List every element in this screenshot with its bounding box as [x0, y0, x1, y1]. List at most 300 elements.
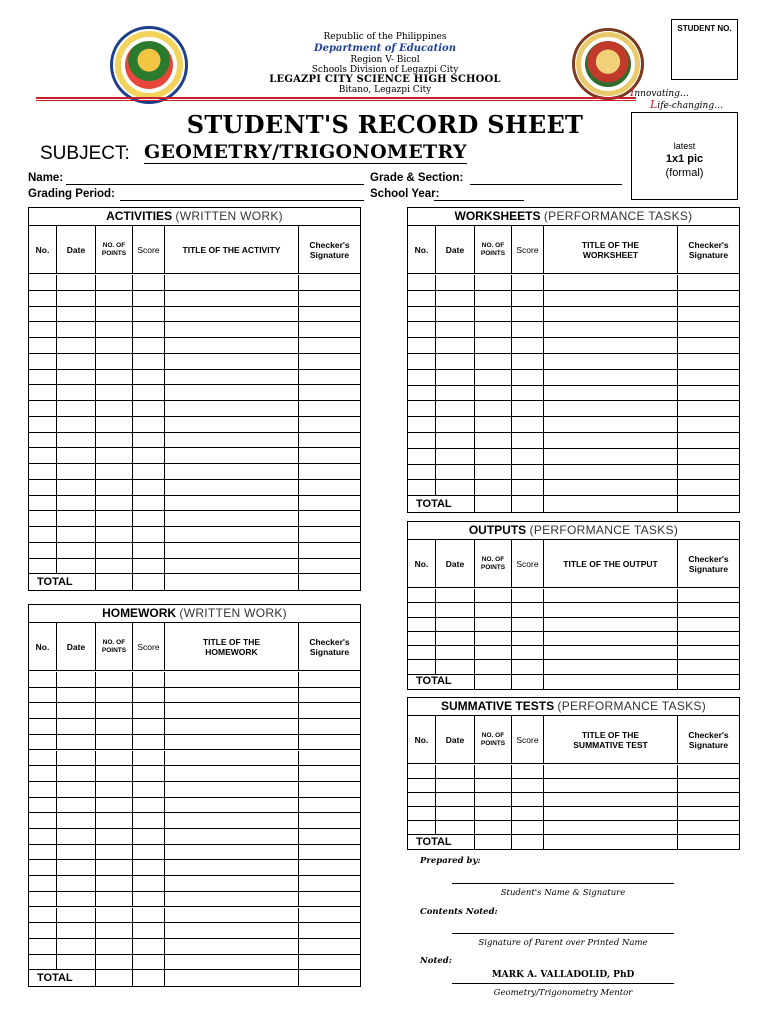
table-cell[interactable] — [435, 618, 436, 631]
table-cell[interactable] — [677, 675, 678, 689]
table-cell[interactable] — [56, 401, 57, 416]
table-cell[interactable] — [95, 433, 96, 448]
table-cell[interactable] — [677, 465, 678, 480]
table-cell[interactable] — [435, 322, 436, 337]
table-cell[interactable] — [164, 338, 165, 353]
table-cell[interactable] — [435, 370, 436, 385]
table-cell[interactable] — [474, 433, 475, 448]
table-cell[interactable] — [435, 793, 436, 806]
table-cell[interactable] — [511, 660, 512, 673]
table-cell[interactable] — [298, 672, 299, 687]
table-cell[interactable] — [511, 480, 512, 495]
table-cell[interactable] — [56, 845, 57, 860]
table-cell[interactable] — [474, 675, 475, 689]
table-cell[interactable] — [474, 835, 475, 849]
table-cell[interactable] — [677, 401, 678, 416]
table-cell[interactable] — [164, 385, 165, 400]
table-cell[interactable] — [132, 813, 133, 828]
table-cell[interactable] — [298, 766, 299, 781]
table-cell[interactable] — [474, 632, 475, 645]
table-cell[interactable] — [511, 433, 512, 448]
table-cell[interactable] — [435, 603, 436, 616]
table-cell[interactable] — [56, 923, 57, 938]
table-cell[interactable] — [56, 751, 57, 766]
table-cell[interactable] — [56, 354, 57, 369]
table-cell[interactable] — [164, 955, 165, 970]
table-cell[interactable] — [132, 798, 133, 813]
table-cell[interactable] — [511, 618, 512, 631]
table-cell[interactable] — [132, 845, 133, 860]
table-cell[interactable] — [435, 765, 436, 778]
table-cell[interactable] — [543, 480, 544, 495]
table-cell[interactable] — [474, 480, 475, 495]
table-cell[interactable] — [543, 370, 544, 385]
table-cell[interactable] — [511, 275, 512, 290]
table-cell[interactable] — [298, 496, 299, 511]
table-cell[interactable] — [164, 417, 165, 432]
table-cell[interactable] — [132, 735, 133, 750]
table-cell[interactable] — [677, 449, 678, 464]
table-cell[interactable] — [132, 751, 133, 766]
table-cell[interactable] — [474, 338, 475, 353]
table-cell[interactable] — [543, 765, 544, 778]
table-cell[interactable] — [95, 574, 96, 590]
table-cell[interactable] — [95, 751, 96, 766]
table-cell[interactable] — [56, 939, 57, 954]
table-cell[interactable] — [298, 876, 299, 891]
table-cell[interactable] — [164, 354, 165, 369]
table-cell[interactable] — [298, 291, 299, 306]
table-cell[interactable] — [511, 807, 512, 820]
table-cell[interactable] — [435, 449, 436, 464]
table-cell[interactable] — [56, 813, 57, 828]
table-cell[interactable] — [95, 970, 96, 986]
table-cell[interactable] — [435, 417, 436, 432]
table-cell[interactable] — [164, 908, 165, 923]
table-cell[interactable] — [95, 876, 96, 891]
table-cell[interactable] — [511, 370, 512, 385]
table-cell[interactable] — [164, 672, 165, 687]
table-cell[interactable] — [132, 923, 133, 938]
table-cell[interactable] — [132, 574, 133, 590]
table-cell[interactable] — [132, 496, 133, 511]
table-cell[interactable] — [677, 646, 678, 659]
table-cell[interactable] — [164, 876, 165, 891]
table-cell[interactable] — [95, 543, 96, 558]
table-cell[interactable] — [164, 496, 165, 511]
table-cell[interactable] — [543, 275, 544, 290]
table-cell[interactable] — [95, 511, 96, 526]
table-cell[interactable] — [298, 923, 299, 938]
table-cell[interactable] — [95, 892, 96, 907]
table-cell[interactable] — [95, 735, 96, 750]
table-cell[interactable] — [164, 275, 165, 290]
table-cell[interactable] — [511, 401, 512, 416]
table-cell[interactable] — [298, 370, 299, 385]
table-cell[interactable] — [95, 291, 96, 306]
table-cell[interactable] — [298, 751, 299, 766]
table-cell[interactable] — [95, 275, 96, 290]
table-cell[interactable] — [474, 354, 475, 369]
table-cell[interactable] — [56, 464, 57, 479]
table-cell[interactable] — [677, 480, 678, 495]
table-cell[interactable] — [164, 480, 165, 495]
table-cell[interactable] — [298, 448, 299, 463]
table-cell[interactable] — [164, 782, 165, 797]
table-cell[interactable] — [164, 559, 165, 574]
table-cell[interactable] — [56, 433, 57, 448]
table-cell[interactable] — [474, 589, 475, 602]
table-cell[interactable] — [677, 589, 678, 602]
grade-section-field[interactable] — [470, 184, 622, 185]
table-cell[interactable] — [164, 845, 165, 860]
table-cell[interactable] — [677, 660, 678, 673]
table-cell[interactable] — [95, 496, 96, 511]
table-cell[interactable] — [298, 275, 299, 290]
table-cell[interactable] — [677, 338, 678, 353]
table-cell[interactable] — [543, 835, 544, 849]
table-cell[interactable] — [474, 618, 475, 631]
table-cell[interactable] — [95, 527, 96, 542]
table-cell[interactable] — [56, 480, 57, 495]
table-cell[interactable] — [132, 829, 133, 844]
table-cell[interactable] — [56, 782, 57, 797]
table-cell[interactable] — [56, 703, 57, 718]
table-cell[interactable] — [298, 464, 299, 479]
table-cell[interactable] — [164, 433, 165, 448]
table-cell[interactable] — [543, 618, 544, 631]
table-cell[interactable] — [56, 338, 57, 353]
table-cell[interactable] — [132, 955, 133, 970]
table-cell[interactable] — [511, 765, 512, 778]
table-cell[interactable] — [95, 782, 96, 797]
table-cell[interactable] — [56, 322, 57, 337]
table-cell[interactable] — [132, 401, 133, 416]
table-cell[interactable] — [435, 480, 436, 495]
table-cell[interactable] — [95, 766, 96, 781]
table-cell[interactable] — [164, 307, 165, 322]
table-cell[interactable] — [95, 798, 96, 813]
table-cell[interactable] — [298, 735, 299, 750]
table-cell[interactable] — [543, 401, 544, 416]
table-cell[interactable] — [474, 660, 475, 673]
table-cell[interactable] — [677, 417, 678, 432]
table-cell[interactable] — [511, 793, 512, 806]
table-cell[interactable] — [95, 385, 96, 400]
parent-signature-line[interactable] — [452, 933, 674, 934]
table-cell[interactable] — [298, 322, 299, 337]
table-cell[interactable] — [95, 559, 96, 574]
table-cell[interactable] — [298, 543, 299, 558]
table-cell[interactable] — [56, 417, 57, 432]
table-cell[interactable] — [164, 291, 165, 306]
table-cell[interactable] — [95, 908, 96, 923]
table-cell[interactable] — [435, 589, 436, 602]
table-cell[interactable] — [56, 876, 57, 891]
table-cell[interactable] — [677, 821, 678, 834]
table-cell[interactable] — [511, 646, 512, 659]
table-cell[interactable] — [132, 782, 133, 797]
table-cell[interactable] — [298, 970, 299, 986]
table-cell[interactable] — [56, 908, 57, 923]
table-cell[interactable] — [511, 675, 512, 689]
table-cell[interactable] — [298, 417, 299, 432]
table-cell[interactable] — [95, 923, 96, 938]
table-cell[interactable] — [164, 923, 165, 938]
table-cell[interactable] — [298, 385, 299, 400]
table-cell[interactable] — [132, 703, 133, 718]
table-cell[interactable] — [95, 939, 96, 954]
table-cell[interactable] — [511, 821, 512, 834]
table-cell[interactable] — [95, 860, 96, 875]
table-cell[interactable] — [474, 779, 475, 792]
table-cell[interactable] — [164, 703, 165, 718]
table-cell[interactable] — [677, 433, 678, 448]
table-cell[interactable] — [95, 464, 96, 479]
table-cell[interactable] — [298, 955, 299, 970]
table-cell[interactable] — [132, 338, 133, 353]
table-cell[interactable] — [164, 370, 165, 385]
table-cell[interactable] — [298, 829, 299, 844]
table-cell[interactable] — [164, 322, 165, 337]
table-cell[interactable] — [543, 338, 544, 353]
table-cell[interactable] — [95, 672, 96, 687]
table-cell[interactable] — [164, 464, 165, 479]
table-cell[interactable] — [474, 307, 475, 322]
table-cell[interactable] — [435, 307, 436, 322]
table-cell[interactable] — [677, 779, 678, 792]
table-cell[interactable] — [298, 860, 299, 875]
table-cell[interactable] — [56, 860, 57, 875]
table-cell[interactable] — [435, 807, 436, 820]
table-cell[interactable] — [435, 433, 436, 448]
table-cell[interactable] — [298, 703, 299, 718]
table-cell[interactable] — [543, 449, 544, 464]
table-cell[interactable] — [298, 688, 299, 703]
table-cell[interactable] — [56, 559, 57, 574]
table-cell[interactable] — [298, 813, 299, 828]
table-cell[interactable] — [132, 433, 133, 448]
table-cell[interactable] — [543, 322, 544, 337]
table-cell[interactable] — [95, 417, 96, 432]
table-cell[interactable] — [95, 307, 96, 322]
table-cell[interactable] — [474, 646, 475, 659]
table-cell[interactable] — [474, 807, 475, 820]
table-cell[interactable] — [132, 672, 133, 687]
table-cell[interactable] — [56, 672, 57, 687]
table-cell[interactable] — [677, 603, 678, 616]
table-cell[interactable] — [677, 793, 678, 806]
table-cell[interactable] — [132, 417, 133, 432]
table-cell[interactable] — [164, 939, 165, 954]
table-cell[interactable] — [298, 892, 299, 907]
table-cell[interactable] — [164, 527, 165, 542]
table-cell[interactable] — [511, 632, 512, 645]
table-cell[interactable] — [298, 480, 299, 495]
table-cell[interactable] — [298, 719, 299, 734]
table-cell[interactable] — [164, 543, 165, 558]
table-cell[interactable] — [56, 955, 57, 970]
table-cell[interactable] — [511, 322, 512, 337]
table-cell[interactable] — [56, 735, 57, 750]
table-cell[interactable] — [132, 559, 133, 574]
table-cell[interactable] — [164, 892, 165, 907]
table-cell[interactable] — [677, 275, 678, 290]
table-cell[interactable] — [543, 589, 544, 602]
table-cell[interactable] — [677, 496, 678, 512]
table-cell[interactable] — [132, 291, 133, 306]
table-cell[interactable] — [95, 688, 96, 703]
table-cell[interactable] — [435, 401, 436, 416]
table-cell[interactable] — [95, 448, 96, 463]
table-cell[interactable] — [435, 354, 436, 369]
table-cell[interactable] — [543, 386, 544, 401]
table-cell[interactable] — [56, 829, 57, 844]
table-cell[interactable] — [543, 675, 544, 689]
table-cell[interactable] — [56, 719, 57, 734]
table-cell[interactable] — [56, 291, 57, 306]
table-cell[interactable] — [435, 338, 436, 353]
table-cell[interactable] — [298, 527, 299, 542]
table-cell[interactable] — [677, 765, 678, 778]
table-cell[interactable] — [677, 291, 678, 306]
table-cell[interactable] — [435, 660, 436, 673]
table-cell[interactable] — [95, 703, 96, 718]
table-cell[interactable] — [511, 779, 512, 792]
table-cell[interactable] — [164, 813, 165, 828]
table-cell[interactable] — [164, 448, 165, 463]
table-cell[interactable] — [677, 835, 678, 849]
table-cell[interactable] — [164, 970, 165, 986]
table-cell[interactable] — [511, 603, 512, 616]
table-cell[interactable] — [132, 385, 133, 400]
table-cell[interactable] — [56, 892, 57, 907]
table-cell[interactable] — [511, 291, 512, 306]
table-cell[interactable] — [298, 307, 299, 322]
table-cell[interactable] — [132, 939, 133, 954]
table-cell[interactable] — [132, 370, 133, 385]
table-cell[interactable] — [677, 386, 678, 401]
table-cell[interactable] — [298, 511, 299, 526]
table-cell[interactable] — [543, 646, 544, 659]
table-cell[interactable] — [298, 845, 299, 860]
table-cell[interactable] — [56, 798, 57, 813]
table-cell[interactable] — [132, 766, 133, 781]
table-cell[interactable] — [56, 370, 57, 385]
table-cell[interactable] — [132, 719, 133, 734]
table-cell[interactable] — [132, 527, 133, 542]
table-cell[interactable] — [95, 719, 96, 734]
table-cell[interactable] — [95, 322, 96, 337]
name-field[interactable] — [66, 184, 364, 185]
table-cell[interactable] — [132, 970, 133, 986]
table-cell[interactable] — [474, 496, 475, 512]
table-cell[interactable] — [95, 370, 96, 385]
table-cell[interactable] — [56, 688, 57, 703]
table-cell[interactable] — [511, 386, 512, 401]
table-cell[interactable] — [511, 465, 512, 480]
table-cell[interactable] — [677, 370, 678, 385]
table-cell[interactable] — [677, 307, 678, 322]
table-cell[interactable] — [164, 688, 165, 703]
table-cell[interactable] — [677, 618, 678, 631]
student-signature-line[interactable] — [452, 883, 674, 884]
table-cell[interactable] — [543, 779, 544, 792]
table-cell[interactable] — [95, 338, 96, 353]
table-cell[interactable] — [132, 892, 133, 907]
table-cell[interactable] — [56, 496, 57, 511]
school-year-field[interactable] — [434, 200, 524, 201]
table-cell[interactable] — [474, 275, 475, 290]
table-cell[interactable] — [56, 543, 57, 558]
table-cell[interactable] — [164, 766, 165, 781]
table-cell[interactable] — [298, 433, 299, 448]
table-cell[interactable] — [677, 322, 678, 337]
table-cell[interactable] — [511, 589, 512, 602]
table-cell[interactable] — [298, 908, 299, 923]
table-cell[interactable] — [95, 401, 96, 416]
table-cell[interactable] — [132, 860, 133, 875]
table-cell[interactable] — [474, 386, 475, 401]
table-cell[interactable] — [56, 275, 57, 290]
table-cell[interactable] — [164, 719, 165, 734]
grading-period-field[interactable] — [120, 200, 364, 201]
table-cell[interactable] — [511, 449, 512, 464]
table-cell[interactable] — [474, 449, 475, 464]
table-cell[interactable] — [164, 401, 165, 416]
table-cell[interactable] — [56, 385, 57, 400]
table-cell[interactable] — [95, 813, 96, 828]
table-cell[interactable] — [56, 527, 57, 542]
table-cell[interactable] — [677, 354, 678, 369]
table-cell[interactable] — [132, 908, 133, 923]
table-cell[interactable] — [474, 603, 475, 616]
table-cell[interactable] — [543, 417, 544, 432]
table-cell[interactable] — [435, 291, 436, 306]
table-cell[interactable] — [474, 401, 475, 416]
table-cell[interactable] — [511, 496, 512, 512]
table-cell[interactable] — [164, 751, 165, 766]
table-cell[interactable] — [511, 307, 512, 322]
table-cell[interactable] — [298, 401, 299, 416]
table-cell[interactable] — [474, 291, 475, 306]
table-cell[interactable] — [435, 646, 436, 659]
table-cell[interactable] — [298, 574, 299, 590]
table-cell[interactable] — [511, 338, 512, 353]
table-cell[interactable] — [543, 821, 544, 834]
table-cell[interactable] — [132, 876, 133, 891]
table-cell[interactable] — [511, 354, 512, 369]
table-cell[interactable] — [95, 845, 96, 860]
table-cell[interactable] — [56, 766, 57, 781]
table-cell[interactable] — [474, 793, 475, 806]
table-cell[interactable] — [543, 307, 544, 322]
table-cell[interactable] — [95, 480, 96, 495]
table-cell[interactable] — [298, 559, 299, 574]
table-cell[interactable] — [677, 632, 678, 645]
table-cell[interactable] — [132, 448, 133, 463]
table-cell[interactable] — [56, 307, 57, 322]
table-cell[interactable] — [677, 807, 678, 820]
table-cell[interactable] — [95, 829, 96, 844]
table-cell[interactable] — [543, 603, 544, 616]
table-cell[interactable] — [543, 496, 544, 512]
table-cell[interactable] — [543, 433, 544, 448]
table-cell[interactable] — [474, 821, 475, 834]
table-cell[interactable] — [132, 354, 133, 369]
table-cell[interactable] — [543, 793, 544, 806]
table-cell[interactable] — [298, 798, 299, 813]
